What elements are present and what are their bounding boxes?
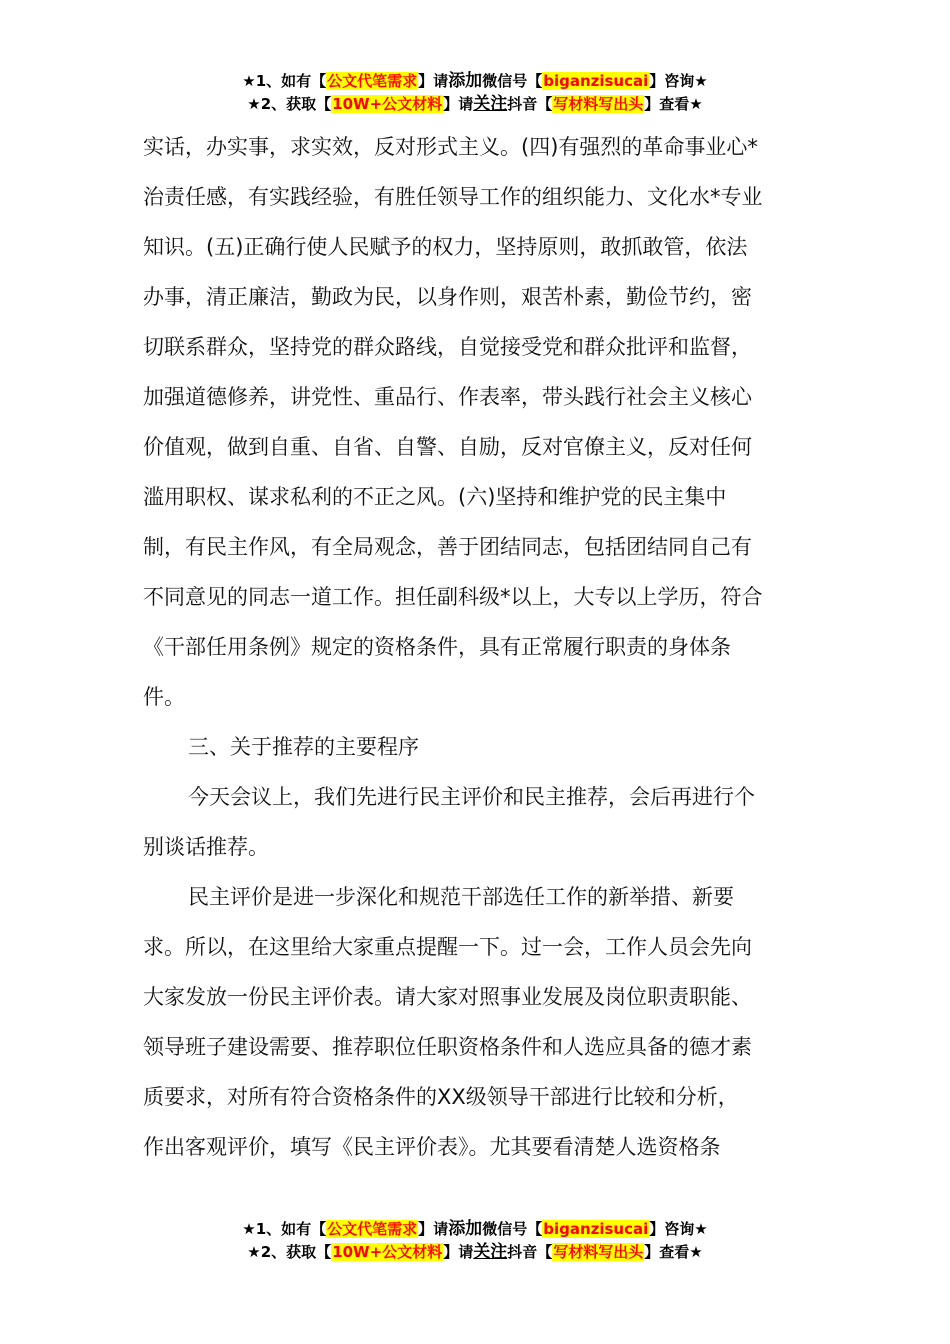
banner-text: 】请 xyxy=(418,72,449,90)
body-line: 领导班子建设需要、推荐职位任职资格条件和人选应具备的德才素 xyxy=(143,1035,752,1059)
body-line: 知识。(五)正确行使人民赋予的权力，坚持原则，敢抓敢管，依法 xyxy=(143,235,748,259)
banner-emphasis: 关注 xyxy=(473,94,508,114)
banner-text: ★1、如有【 xyxy=(242,72,327,90)
body-line: 件。 xyxy=(143,685,185,709)
banner-highlight: 10W+公文材料 xyxy=(332,95,443,113)
body-line: 制，有民主作风，有全局观念，善于团结同志，包括团结同自己有 xyxy=(143,535,752,559)
banner-emphasis: 添加 xyxy=(448,1219,483,1239)
body-line: 今天会议上，我们先进行民主评价和民主推荐，会后再进行个 xyxy=(188,785,755,809)
body-line: 别谈话推荐。 xyxy=(143,835,269,859)
banner-text: 抖音【 xyxy=(507,1243,553,1261)
banner-highlight: 10W+公文材料 xyxy=(332,1243,443,1261)
banner-text: 微信号【 xyxy=(482,1220,543,1238)
banner-text: 微信号【 xyxy=(482,72,543,90)
body-line: 价值观，做到自重、自省、自警、自励，反对官僚主义，反对任何 xyxy=(143,435,752,459)
banner-line-1 xyxy=(0,1218,950,1241)
banner-text: ★2、获取【 xyxy=(247,95,332,113)
body-line: 《干部任用条例》规定的资格条件，具有正常履行职责的身体条 xyxy=(143,635,731,659)
body-line: 切联系群众，坚持党的群众路线，自觉接受党和群众批评和监督， xyxy=(143,335,752,359)
body-line: 办事，清正廉洁，勤政为民，以身作则，艰苦朴素，勤俭节约，密 xyxy=(143,285,752,309)
banner-wechat-id: biganzisucai xyxy=(543,72,649,90)
banner-highlight: 公文代笔需求 xyxy=(327,72,418,90)
banner-text: 】请 xyxy=(418,1220,449,1238)
banner-text: 】请 xyxy=(443,95,474,113)
banner-line-2 xyxy=(0,1241,950,1264)
section-heading: 三、关于推荐的主要程序 xyxy=(188,735,419,759)
banner-text: 】请 xyxy=(443,1243,474,1261)
body-line: 质要求，对所有符合资格条件的XX级领导干部进行比较和分析， xyxy=(143,1085,739,1109)
banner-highlight: 公文代笔需求 xyxy=(327,1220,418,1238)
banner-wechat-id: biganzisucai xyxy=(543,1220,649,1238)
body-line: 治责任感，有实践经验，有胜任领导工作的组织能力、文化水*专业 xyxy=(143,185,763,209)
banner-text: 】咨询★ xyxy=(649,72,708,90)
body-line: 作出客观评价，填写《民主评价表》。尤其要看清楚人选资格条 xyxy=(143,1135,721,1159)
banner-text: ★1、如有【 xyxy=(242,1220,327,1238)
body-line: 大家发放一份民主评价表。请大家对照事业发展及岗位职责职能、 xyxy=(143,985,752,1009)
footer-banner xyxy=(0,1218,950,1264)
banner-text: 】查看★ xyxy=(644,95,703,113)
body-line: 实话，办实事，求实效，反对形式主义。(四)有强烈的革命事业心* xyxy=(143,135,758,159)
banner-text: 】查看★ xyxy=(644,1243,703,1261)
body-line: 民主评价是进一步深化和规范干部选任工作的新举措、新要 xyxy=(188,885,734,909)
banner-text: ★2、获取【 xyxy=(247,1243,332,1261)
banner-douyin-id: 写材料写出头 xyxy=(553,1243,644,1261)
header-banner xyxy=(0,70,950,116)
document-body xyxy=(143,122,813,1172)
body-line: 求。所以，在这里给大家重点提醒一下。过一会，工作人员会先向 xyxy=(143,935,752,959)
banner-line-2 xyxy=(0,93,950,116)
banner-text: 抖音【 xyxy=(507,95,553,113)
banner-douyin-id: 写材料写出头 xyxy=(553,95,644,113)
banner-line-1 xyxy=(0,70,950,93)
banner-text: 】咨询★ xyxy=(649,1220,708,1238)
body-line: 加强道德修养，讲党性、重品行、作表率，带头践行社会主义核心 xyxy=(143,385,752,409)
body-line: 不同意见的同志一道工作。担任副科级*以上，大专以上学历，符合 xyxy=(143,585,763,609)
body-line: 滥用职权、谋求私利的不正之风。(六)坚持和维护党的民主集中 xyxy=(143,485,727,509)
banner-emphasis: 添加 xyxy=(448,71,483,91)
banner-emphasis: 关注 xyxy=(473,1242,508,1262)
